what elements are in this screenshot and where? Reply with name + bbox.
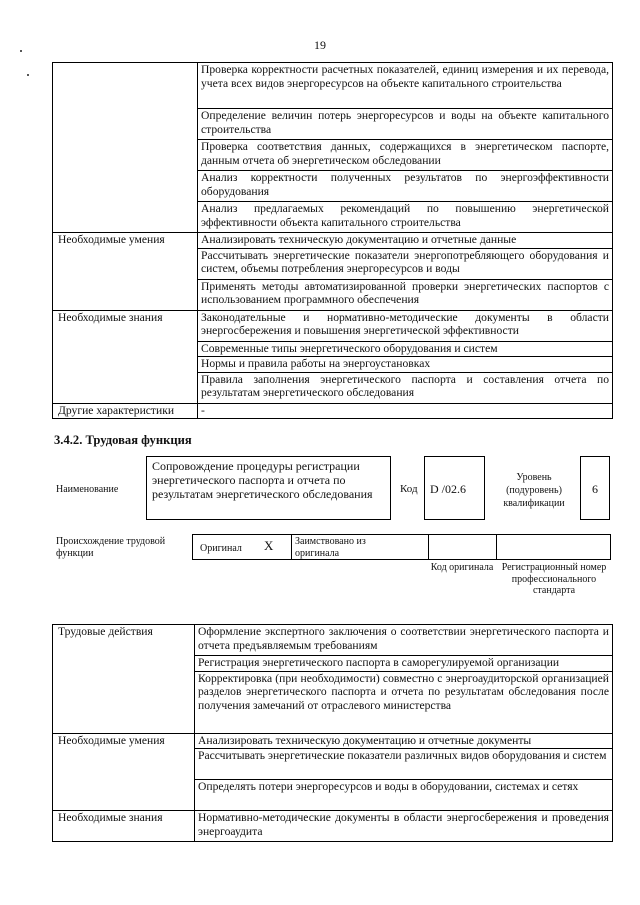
origin-label: Происхождение трудовой функции xyxy=(56,536,166,559)
code-value: D /02.6 xyxy=(430,482,466,496)
table-row xyxy=(53,233,613,249)
function-name-box xyxy=(146,456,391,520)
origin-divider xyxy=(291,534,292,560)
code-box xyxy=(424,456,485,520)
original-mark: X xyxy=(264,538,274,553)
row-text: Анализ корректности полученных результатов по энергоэффективности оборудования xyxy=(198,171,613,202)
row-label: Необходимые знания xyxy=(53,310,198,403)
table-row xyxy=(53,403,613,419)
table-row xyxy=(53,733,613,749)
table-row xyxy=(53,310,613,341)
scan-speck xyxy=(27,74,29,76)
row-text: Проверка соответствия данных, содержащихся в энергетическом паспорте, данным отчета об энергетическом обследовании xyxy=(198,140,613,171)
row-text: Нормативно-методические документы в области энергосбережения и проведения энергоаудита xyxy=(195,811,613,842)
page-number: 19 xyxy=(314,38,326,52)
row-text: Современные типы энергетического оборудования и систем xyxy=(198,341,613,357)
row-text: Определять потери энергоресурсов и воды в оборудовании, системах и сетях xyxy=(195,780,613,811)
level-label: Уровень (подуровень) квалификации xyxy=(503,472,565,509)
row-text: - xyxy=(198,403,613,419)
row-label xyxy=(53,63,198,233)
row-label: Трудовые действия xyxy=(53,625,195,734)
table-row xyxy=(53,63,613,109)
origin-divider xyxy=(496,534,497,560)
row-text: Анализ предлагаемых рекомендаций по повышению энергетической эффективности объекта капитального строительства xyxy=(198,202,613,233)
row-text: Определение величин потерь энергоресурсов и воды на объекте капитального строительства xyxy=(198,109,613,140)
origin-divider xyxy=(428,534,429,560)
row-label: Необходимые умения xyxy=(53,733,195,811)
original-label: Оригинал xyxy=(200,543,242,554)
row-label: Необходимые умения xyxy=(53,233,198,311)
code-label: Код xyxy=(400,483,418,495)
labor-function-table xyxy=(52,624,613,842)
row-text: Рассчитывать энергетические показатели энергопотребляющего оборудования и систем, объемы потребления энергоресурсов и воды xyxy=(198,248,613,279)
level-box xyxy=(580,456,610,520)
name-label: Наименование xyxy=(56,484,119,495)
row-text: Проверка корректности расчетных показателей, единиц измерения и их перевода, учета всех видов энергоресурсов на объекте капитального строительства xyxy=(198,63,613,109)
competency-table-continued xyxy=(52,62,613,419)
row-text: Регистрация энергетического паспорта в саморегулируемой организации xyxy=(195,656,613,672)
level-value: 6 xyxy=(592,482,598,496)
row-text: Анализировать техническую документацию и отчетные документы xyxy=(195,733,613,749)
row-text: Нормы и правила работы на энергоустановках xyxy=(198,357,613,373)
code-caption: Код оригинала xyxy=(430,562,494,573)
row-text: Оформление экспертного заключения о соответствии энергетического паспорта и отчета предъявляемым требованиям xyxy=(195,625,613,656)
function-name: Сопровождение процедуры регистрации энергетического паспорта и отчета по результатам энергетического обследования xyxy=(152,459,373,501)
row-text: Рассчитывать энергетические показатели различных видов оборудования и систем xyxy=(195,749,613,780)
row-text: Правила заполнения энергетического паспорта и составления отчета по результатам энергетического обследования xyxy=(198,372,613,403)
row-text: Законодательные и нормативно-методические документы в области энергосбережения и повышения энергетической эффективности xyxy=(198,310,613,341)
row-text: Анализировать техническую документацию и отчетные данные xyxy=(198,233,613,249)
borrowed-label: Заимствовано из оригинала xyxy=(295,536,366,559)
table-row xyxy=(53,811,613,842)
section-heading: 3.4.2. Трудовая функция xyxy=(54,433,192,447)
row-label: Необходимые знания xyxy=(53,811,195,842)
row-label: Другие характеристики xyxy=(53,403,198,419)
reg-caption: Регистрационный номер профессионального стандарта xyxy=(501,562,607,596)
row-text: Корректировка (при необходимости) совместно с энергоаудиторской организацией разделов энергетического паспорта и отчета по результатам обследования после получения замечаний от отраслевого министерства xyxy=(195,671,613,733)
table-row xyxy=(53,625,613,656)
row-text: Применять методы автоматизированной проверки энергетических паспортов с использованием программного обеспечения xyxy=(198,279,613,310)
